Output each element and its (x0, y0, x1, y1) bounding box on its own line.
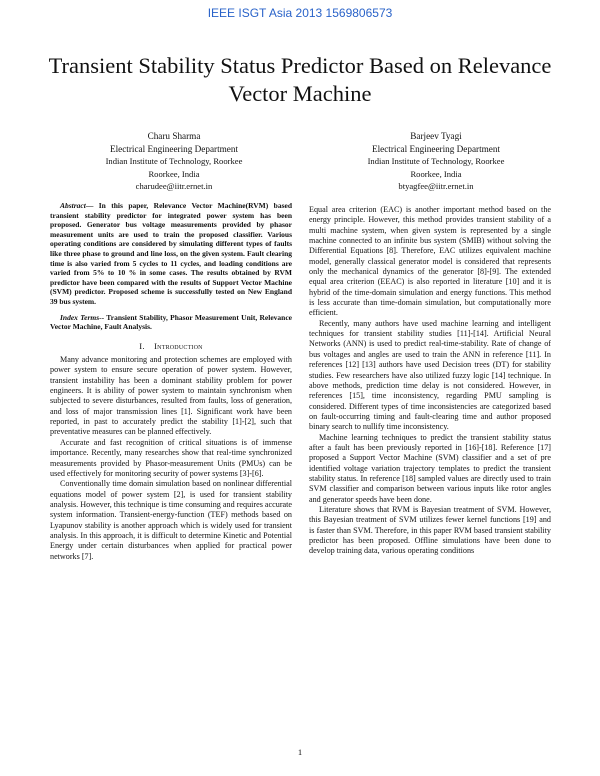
body-paragraph: Literature shows that RVM is Bayesian treatment of SVM. However, this Bayesian treatment of SVM utilizes fewer kernel functions [19] and is faster than SVM. Therefore, in this paper RVM based transient stability predictor has been proposed. Offline simulations have been done to develop training data, various operating conditions (309, 504, 551, 556)
abstract-lead: Abstract (60, 201, 86, 210)
author-department: Electrical Engineering Department (371, 143, 501, 154)
author-location: Roorkee, India (410, 168, 462, 179)
conference-header: IEEE ISGT Asia 2013 1569806573 (207, 6, 393, 20)
index-terms (50, 313, 292, 332)
section-number: I. (139, 340, 145, 351)
index-terms-text: -- Transient Stability, Phasor Measurement Unit, Relevance Vector Machine, Fault Analysis. (50, 312, 293, 332)
page-number: 1 (297, 747, 303, 757)
body-paragraph: Accurate and fast recognition of critical situations is of immense importance. Recently, many researches show that real-time synchronized measurements provided by Phasor-measurement Units (PMUs) can be used effectively for monitoring security of power systems [3]-[6]. (50, 437, 292, 478)
paper-title: Transient Stability Status Predictor Based on Relevance Vector Machine (48, 53, 552, 106)
section-title: Introduction (154, 340, 203, 351)
author-name: Charu Sharma (147, 131, 201, 141)
author-email[interactable]: charudee@iitr.ernet.in (135, 181, 213, 192)
body-paragraph: Many advance monitoring and protection schemes are employed with power system to ensure secure operation of power system. However, transient instability has been a dominant stability problem for power engineers. It is ability of power system to maintain synchronism when subjected to severe disturbances, resulted from faults, loss of generation, and loss of major transmission lines [1]. Significant work have been reported, in past to accurately predict the stability [1]-[2], such that preventative measures can be planned effectively. (50, 355, 292, 437)
body-paragraph: Equal area criterion (EAC) is another important method based on the energy principle. However, this method provides transient stability of a multi machine system, when given system is represented by a single machine connected to an infinite bus system (SMIB) without solving the Differential Equations [8]. Therefore, EAC utilizes equivalent machine model, generally classical generator model is considered that represents only the mechanical dynamics of the generator [8]-[9]. The extended equal area criterion (EEAC) is also reported in literature [10] and it is hybrid of the time-domain simulation and energy functions. This method is less accurate than time-domain simulation, but computationally more efficient. (309, 205, 551, 318)
author-location: Roorkee, India (148, 168, 200, 179)
author-institute: Indian Institute of Technology, Roorkee (367, 156, 505, 167)
right-column (309, 205, 551, 557)
abstract-text: — In this paper, Relevance Vector Machine(RVM) based transient stability predictor for integrated power system has been proposed. Generator bus voltage measurements provided by phasor measurement units are used to train the proposed classifier. Various operating conditions are considered by simulating different types of faults like three phase to ground and line loss, on the given system. Fault clearing time is also varied from 5 cycles to 11 cycles, and loading conditions are varied from 5% to 10 % in some cases. The results obtained by RVM predictor have been compared with the results of Support Vector Machine (SVM) predictor. Proposed scheme is successfully tested on New England 39 bus system. (50, 201, 292, 306)
left-column (50, 201, 292, 562)
author-institute: Indian Institute of Technology, Roorkee (105, 156, 243, 167)
body-paragraph: Conventionally time domain simulation based on nonlinear differential equations model of power system [2], is used for transient stability analysis. However, this technique is time consuming and requires accurate system information. Transient-energy-function (TEF) methods based on Lyapunov stability is another approach which is widely used for transient analysis. In this approach, it is difficult to determine Kinetic and Potential Energy under certain disturbances when applied for practical power networks [7]. (50, 479, 292, 561)
author-email[interactable]: btyagfee@iitr.ernet.in (398, 181, 474, 192)
author-department: Electrical Engineering Department (109, 143, 239, 154)
author-block-1 (64, 130, 284, 193)
section-heading (50, 341, 292, 351)
author-block-2 (326, 130, 546, 193)
body-paragraph: Machine learning techniques to predict the transient stability status after a fault has been previously reported in [16]-[18]. Reference [17] proposed a Support Vector Machine (SVM) classifier and a set of pre identified voltage variation trajectory templates to predict the transient stability status. In reference [18] sampled values are directly used to train SVM classifier and comparison between various inputs like rotor angles and generator speeds have been done. (309, 432, 551, 504)
body-paragraph: Recently, many authors have used machine learning and intelligent techniques for transient stability studies [11]-[14]. Artificial Neural Networks (ANN) is used to predict real-time-stability. Rate of change of bus voltages and angles are used to train the ANN in reference [11]. In references [12] [13] authors have used Decision trees (DT) for stability studies. Few researchers have also utilized fuzzy logic [14] technique. In above methods, prediction time delay is not considered. However, in references [15], time inconsistency, regarding PMU sampling is considered. Different types of time inconsistencies are categorized based on fault-occurring timing and fault-clearing time and author proposed binary search to nullify time inconsistency. (309, 318, 551, 432)
abstract (50, 201, 292, 307)
index-terms-lead: Index Terms (60, 312, 100, 322)
author-name: Barjeev Tyagi (410, 131, 462, 141)
